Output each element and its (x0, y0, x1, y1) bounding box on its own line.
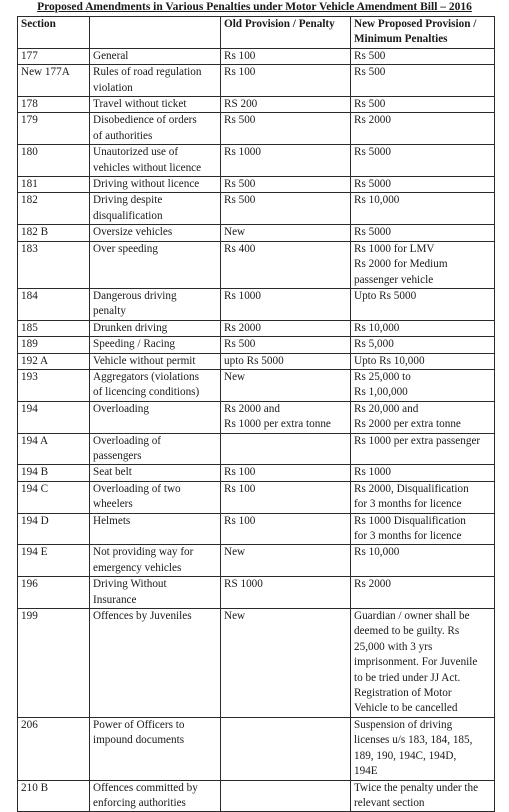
cell-offence: Seat belt (90, 465, 221, 481)
cell-old-penalty: Rs 2000 and Rs 1000 per extra tonne (221, 401, 351, 433)
cell-old-penalty: Rs 500 (221, 337, 351, 353)
cell-new-penalty: Rs 10,000 (351, 320, 495, 336)
table-row (18, 717, 495, 780)
cell-new-penalty: Upto Rs 5000 (351, 288, 495, 320)
cell-old-penalty: New (221, 609, 351, 718)
cell-old-penalty: Rs 500 (221, 193, 351, 225)
cell-section: New 177A (18, 65, 90, 97)
cell-offence: Dangerous driving penalty (90, 288, 221, 320)
cell-new-penalty: Rs 1000 per extra passenger (351, 433, 495, 465)
cell-new-penalty: Rs 10,000 (351, 193, 495, 225)
cell-section: 194 (18, 401, 90, 433)
header-section: Section (18, 17, 90, 49)
cell-section: 194 E (18, 545, 90, 577)
cell-new-penalty: Rs 25,000 to Rs 1,00,000 (351, 369, 495, 401)
cell-section: 179 (18, 113, 90, 145)
cell-new-penalty: Rs 5,000 (351, 337, 495, 353)
cell-old-penalty: Rs 100 (221, 48, 351, 64)
table-row (18, 145, 495, 177)
cell-offence: Power of Officers to impound documents (90, 717, 221, 780)
cell-old-penalty: Rs 100 (221, 481, 351, 513)
header-old-provision: Old Provision / Penalty (221, 17, 351, 49)
cell-section: 193 (18, 369, 90, 401)
table-row (18, 401, 495, 433)
cell-section: 178 (18, 97, 90, 113)
cell-offence: Oversize vehicles (90, 225, 221, 241)
cell-section: 183 (18, 241, 90, 288)
cell-new-penalty: Rs 2000 (351, 113, 495, 145)
table-row (18, 513, 495, 545)
cell-offence: Speeding / Racing (90, 337, 221, 353)
cell-old-penalty: Rs 2000 (221, 320, 351, 336)
table-row (18, 320, 495, 336)
cell-old-penalty: New (221, 225, 351, 241)
cell-offence: Driving Without Insurance (90, 577, 221, 609)
cell-section: 177 (18, 48, 90, 64)
cell-new-penalty: Rs 2000, Disqualification for 3 months for licence (351, 481, 495, 513)
table-row (18, 288, 495, 320)
header-new-provision: New Proposed Provision / Minimum Penalties (351, 17, 495, 49)
cell-section: 182 (18, 193, 90, 225)
cell-old-penalty: Rs 100 (221, 465, 351, 481)
cell-old-penalty: RS 1000 (221, 577, 351, 609)
cell-offence: Not providing way for emergency vehicles (90, 545, 221, 577)
document-title: Proposed Amendments in Various Penalties under Motor Vehicle Amendment Bill – 2016 (37, 1, 472, 13)
header-offence (90, 17, 221, 49)
table-row (18, 369, 495, 401)
table-row (18, 780, 495, 812)
header-row (18, 17, 495, 49)
cell-new-penalty: Rs 500 (351, 48, 495, 64)
cell-section: 210 B (18, 780, 90, 812)
table-row (18, 353, 495, 369)
cell-offence: Aggregators (violations of licencing conditions) (90, 369, 221, 401)
cell-new-penalty: Rs 20,000 and Rs 2000 per extra tonne (351, 401, 495, 433)
cell-new-penalty: Rs 10,000 (351, 545, 495, 577)
cell-section: 194 D (18, 513, 90, 545)
cell-old-penalty: Rs 400 (221, 241, 351, 288)
cell-section: 196 (18, 577, 90, 609)
cell-offence: Travel without ticket (90, 97, 221, 113)
table-row (18, 65, 495, 97)
cell-old-penalty: Rs 100 (221, 513, 351, 545)
cell-section: 192 A (18, 353, 90, 369)
cell-new-penalty: Rs 2000 (351, 577, 495, 609)
cell-new-penalty: Rs 500 (351, 97, 495, 113)
table-row (18, 337, 495, 353)
cell-old-penalty: Rs 1000 (221, 288, 351, 320)
cell-old-penalty: Rs 500 (221, 177, 351, 193)
cell-offence: Vehicle without permit (90, 353, 221, 369)
cell-offence: Offences committed by enforcing authorities (90, 780, 221, 812)
cell-old-penalty: upto Rs 5000 (221, 353, 351, 369)
table-body (18, 48, 495, 812)
cell-section: 181 (18, 177, 90, 193)
table-row (18, 465, 495, 481)
cell-old-penalty: New (221, 369, 351, 401)
cell-old-penalty: RS 200 (221, 97, 351, 113)
cell-offence: Rules of road regulation violation (90, 65, 221, 97)
table-row (18, 433, 495, 465)
cell-section: 182 B (18, 225, 90, 241)
cell-offence: Unautorized use of vehicles without licence (90, 145, 221, 177)
cell-old-penalty: Rs 1000 (221, 145, 351, 177)
cell-offence: Disobedience of orders of authorities (90, 113, 221, 145)
cell-offence: Driving despite disqualification (90, 193, 221, 225)
cell-section: 180 (18, 145, 90, 177)
cell-old-penalty (221, 780, 351, 812)
cell-section: 185 (18, 320, 90, 336)
table-row (18, 241, 495, 288)
cell-offence: General (90, 48, 221, 64)
cell-offence: Overloading (90, 401, 221, 433)
cell-new-penalty: Rs 500 (351, 65, 495, 97)
table-row (18, 609, 495, 718)
cell-section: 189 (18, 337, 90, 353)
cell-new-penalty: Rs 1000 for LMV Rs 2000 for Medium passenger vehicle (351, 241, 495, 288)
table-row (18, 177, 495, 193)
cell-old-penalty: New (221, 545, 351, 577)
table-row (18, 193, 495, 225)
cell-offence: Helmets (90, 513, 221, 545)
cell-old-penalty: Rs 500 (221, 113, 351, 145)
table-row (18, 48, 495, 64)
cell-new-penalty: Rs 5000 (351, 145, 495, 177)
cell-new-penalty: Rs 5000 (351, 177, 495, 193)
cell-offence: Offences by Juveniles (90, 609, 221, 718)
cell-new-penalty: Rs 1000 (351, 465, 495, 481)
cell-new-penalty: Rs 5000 (351, 225, 495, 241)
table-row (18, 97, 495, 113)
cell-section: 199 (18, 609, 90, 718)
cell-section: 206 (18, 717, 90, 780)
cell-section: 194 C (18, 481, 90, 513)
cell-offence: Driving without licence (90, 177, 221, 193)
table-row (18, 225, 495, 241)
cell-old-penalty (221, 433, 351, 465)
cell-section: 184 (18, 288, 90, 320)
cell-section: 194 A (18, 433, 90, 465)
cell-old-penalty: Rs 100 (221, 65, 351, 97)
cell-offence: Overloading of two wheelers (90, 481, 221, 513)
table-row (18, 113, 495, 145)
cell-new-penalty: Upto Rs 10,000 (351, 353, 495, 369)
table-row (18, 481, 495, 513)
cell-new-penalty: Guardian / owner shall be deemed to be guilty. Rs 25,000 with 3 yrs imprisonment. For Juvenile to be tried under JJ Act. Registration of Motor Vehicle to be cancelled (351, 609, 495, 718)
cell-offence: Over speeding (90, 241, 221, 288)
cell-old-penalty (221, 717, 351, 780)
cell-section: 194 B (18, 465, 90, 481)
cell-new-penalty: Twice the penalty under the relevant section (351, 780, 495, 812)
table-header (18, 17, 495, 49)
cell-offence: Drunken driving (90, 320, 221, 336)
cell-offence: Overloading of passengers (90, 433, 221, 465)
cell-new-penalty: Rs 1000 Disqualification for 3 months for licence (351, 513, 495, 545)
penalties-table (17, 16, 495, 812)
table-row (18, 545, 495, 577)
cell-new-penalty: Suspension of driving licenses u/s 183, 184, 185, 189, 190, 194C, 194D, 194E (351, 717, 495, 780)
table-row (18, 577, 495, 609)
